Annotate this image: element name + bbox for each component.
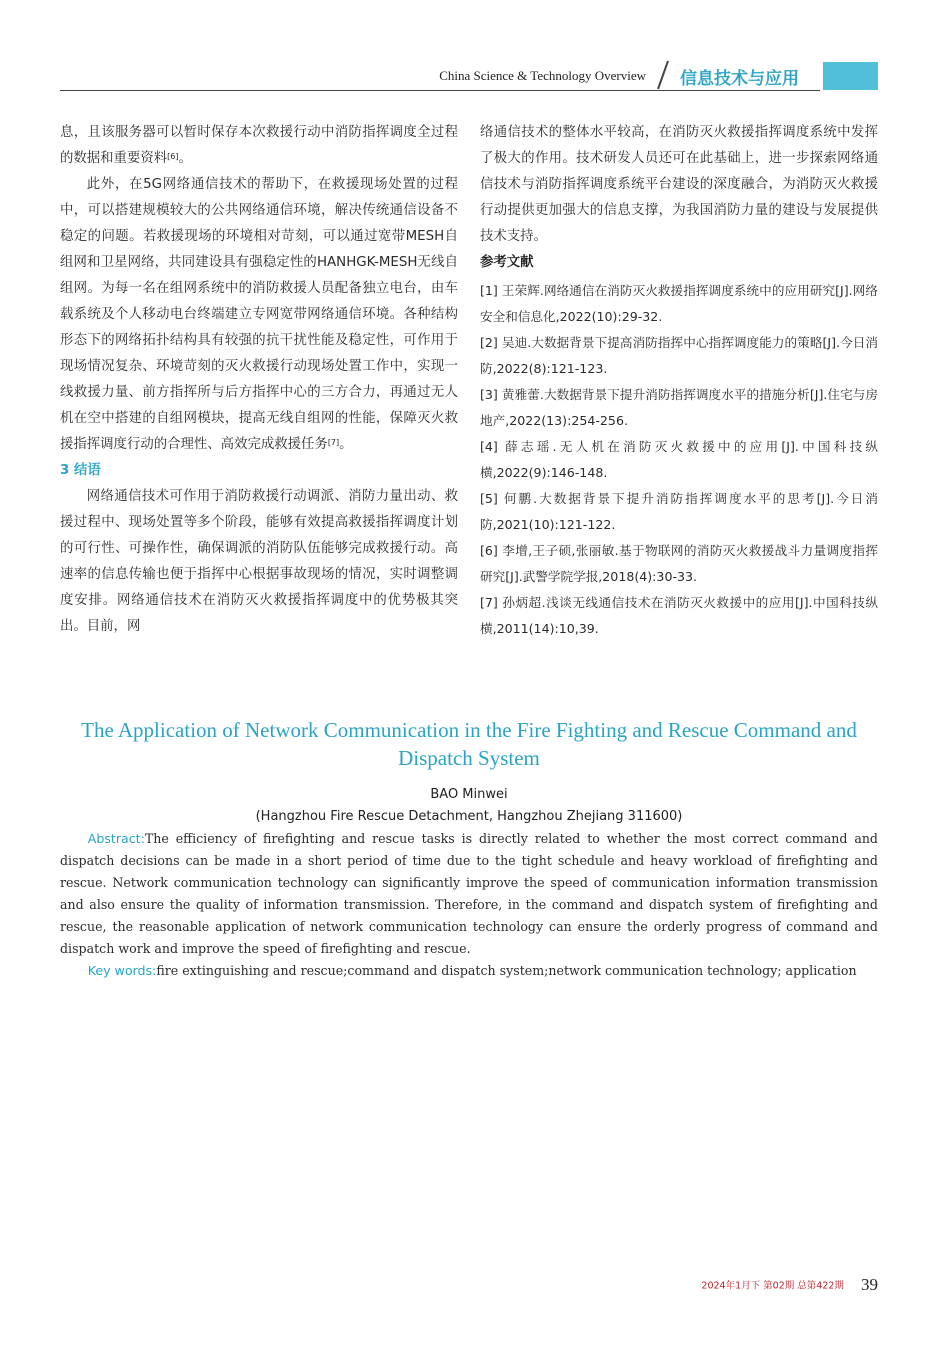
- reference-list: [480, 278, 878, 642]
- english-keywords: Key words:fire extinguishing and rescue;command and dispatch system;network communication technology; application: [87, 963, 857, 978]
- reference-item: [6] 李增,王子硕,张丽敏.基于物联网的消防灭火救援战斗力量调度指挥研究[J].武警学院学报,2018(4):30-33.: [480, 543, 878, 584]
- reference-item: [3] 黄雅蕾.大数据背景下提升消防指挥调度水平的措施分析[J].住宅与房地产,2022(13):254-256.: [480, 387, 878, 428]
- header-rule: [60, 90, 820, 91]
- abstract-label: Abstract:: [87, 831, 145, 846]
- citation-6: [6]: [167, 152, 179, 161]
- english-abstract: Abstract:The efficiency of firefighting and rescue tasks is directly related to whether the most correct command and dispatch decisions can be made in a short period of time due to the tight schedule and heavy workload of firefighting and rescue. Network communication technology can significantly improve the speed of communication information transmission and also ensure the quality of information transmission. Therefore, in the command and dispatch system of firefighting and rescue, the reasonable application of network communication technology can ensure the orderly progress of command and dispatch work and improve the speed of firefighting and rescue.: [60, 831, 878, 956]
- paragraph: 网络通信技术可作用于消防救援行动调派、消防力量出动、救援过程中、现场处置等多个阶段，能够有效提高救援指挥调度计划的可行性、可操作性，确保调派的消防队伍能够完成救援行动。高速率的信息传输也便于指挥中心根据事故现场的情况，实时调整调度安排。网络通信技术在消防灭火救援指挥调度中的优势极其突出。目前，网: [60, 489, 458, 634]
- paragraph: 此外，在5G网络通信技术的帮助下，在救援现场处置的过程中，可以搭建规模较大的公共网络通信环境，解决传统通信设备不稳定的问题。若救援现场的环境相对苛刻，可以通过宽带MESH自组网和卫星网络，共同建设具有强稳定性的HANHGK-MESH无线自组网。为每一名在组网系统中的消防救援人员配备独立电台，由车载系统及个人移动电台终端建立专网宽带网络通信环境。各种结构形态下的网络拓扑结构具有较强的抗干扰性能及稳定性，可作用于现场情况复杂、环境苛刻的灭火救援行动现场处置工作中，实现一线救援力量、前方指挥所与后方指挥中心的三方合力，再通过无人机在空中搭建的自组网模块，提高无线自组网的性能，保障灭火救援指挥调度行动的合理性、高效完成救援任务[7]。: [60, 177, 458, 452]
- english-abstract-block: [60, 716, 878, 982]
- english-author: BAO Minwei: [430, 787, 508, 802]
- reference-item: [5] 何鹏.大数据背景下提升消防指挥调度水平的思考[J].今日消防,2021(10):121-122.: [480, 491, 878, 532]
- right-column: [480, 120, 878, 642]
- paragraph: 息，且该服务器可以暂时保存本次救援行动中消防指挥调度全过程的数据和重要资料[6]。: [60, 125, 458, 166]
- english-title: The Application of Network Communication in the Fire Fighting and Rescue Command and Dispatch System: [81, 718, 857, 770]
- page-header: [60, 60, 878, 92]
- reference-item: [1] 王荣辉.网络通信在消防灭火救援指挥调度系统中的应用研究[J].网络安全和信息化,2022(10):29-32.: [480, 283, 878, 324]
- page-footer: [701, 1274, 878, 1295]
- references-title: 参考文献: [480, 255, 534, 270]
- section-heading-conclusion: 3 结语: [60, 463, 101, 478]
- citation-7: [7]: [327, 438, 340, 447]
- paragraph: 络通信技术的整体水平较高，在消防灭火救援指挥调度系统中发挥了极大的作用。技术研发人员还可在此基础上，进一步探索网络通信技术与消防指挥调度系统平台建设的深度融合，为消防灭火救援行动提供更加强大的信息支撑，为我国消防力量的建设与发展提供技术支持。: [480, 125, 878, 244]
- left-column: [60, 120, 458, 640]
- reference-item: [7] 孙炳超.浅谈无线通信技术在消防灭火救援中的应用[J].中国科技纵横,2011(14):10,39.: [480, 595, 878, 636]
- english-affiliation: (Hangzhou Fire Rescue Detachment, Hangzhou Zhejiang 311600): [255, 809, 683, 824]
- reference-item: [2] 吴迪.大数据背景下提高消防指挥中心指挥调度能力的策略[J].今日消防,2022(8):121-123.: [480, 335, 878, 376]
- header-slash-divider: [656, 60, 670, 90]
- keywords-label: Key words:: [87, 963, 157, 978]
- page-number: 39: [861, 1274, 878, 1294]
- header-color-block: [823, 62, 878, 90]
- journal-name-en: China Science & Technology Overview: [439, 68, 646, 83]
- reference-item: [4] 薛志瑶.无人机在消防灭火救援中的应用[J].中国科技纵横,2022(9):146-148.: [480, 439, 878, 480]
- issue-info: 2024年1月下 第02期 总第422期: [701, 1280, 844, 1292]
- section-name-cn: 信息技术与应用: [680, 69, 799, 89]
